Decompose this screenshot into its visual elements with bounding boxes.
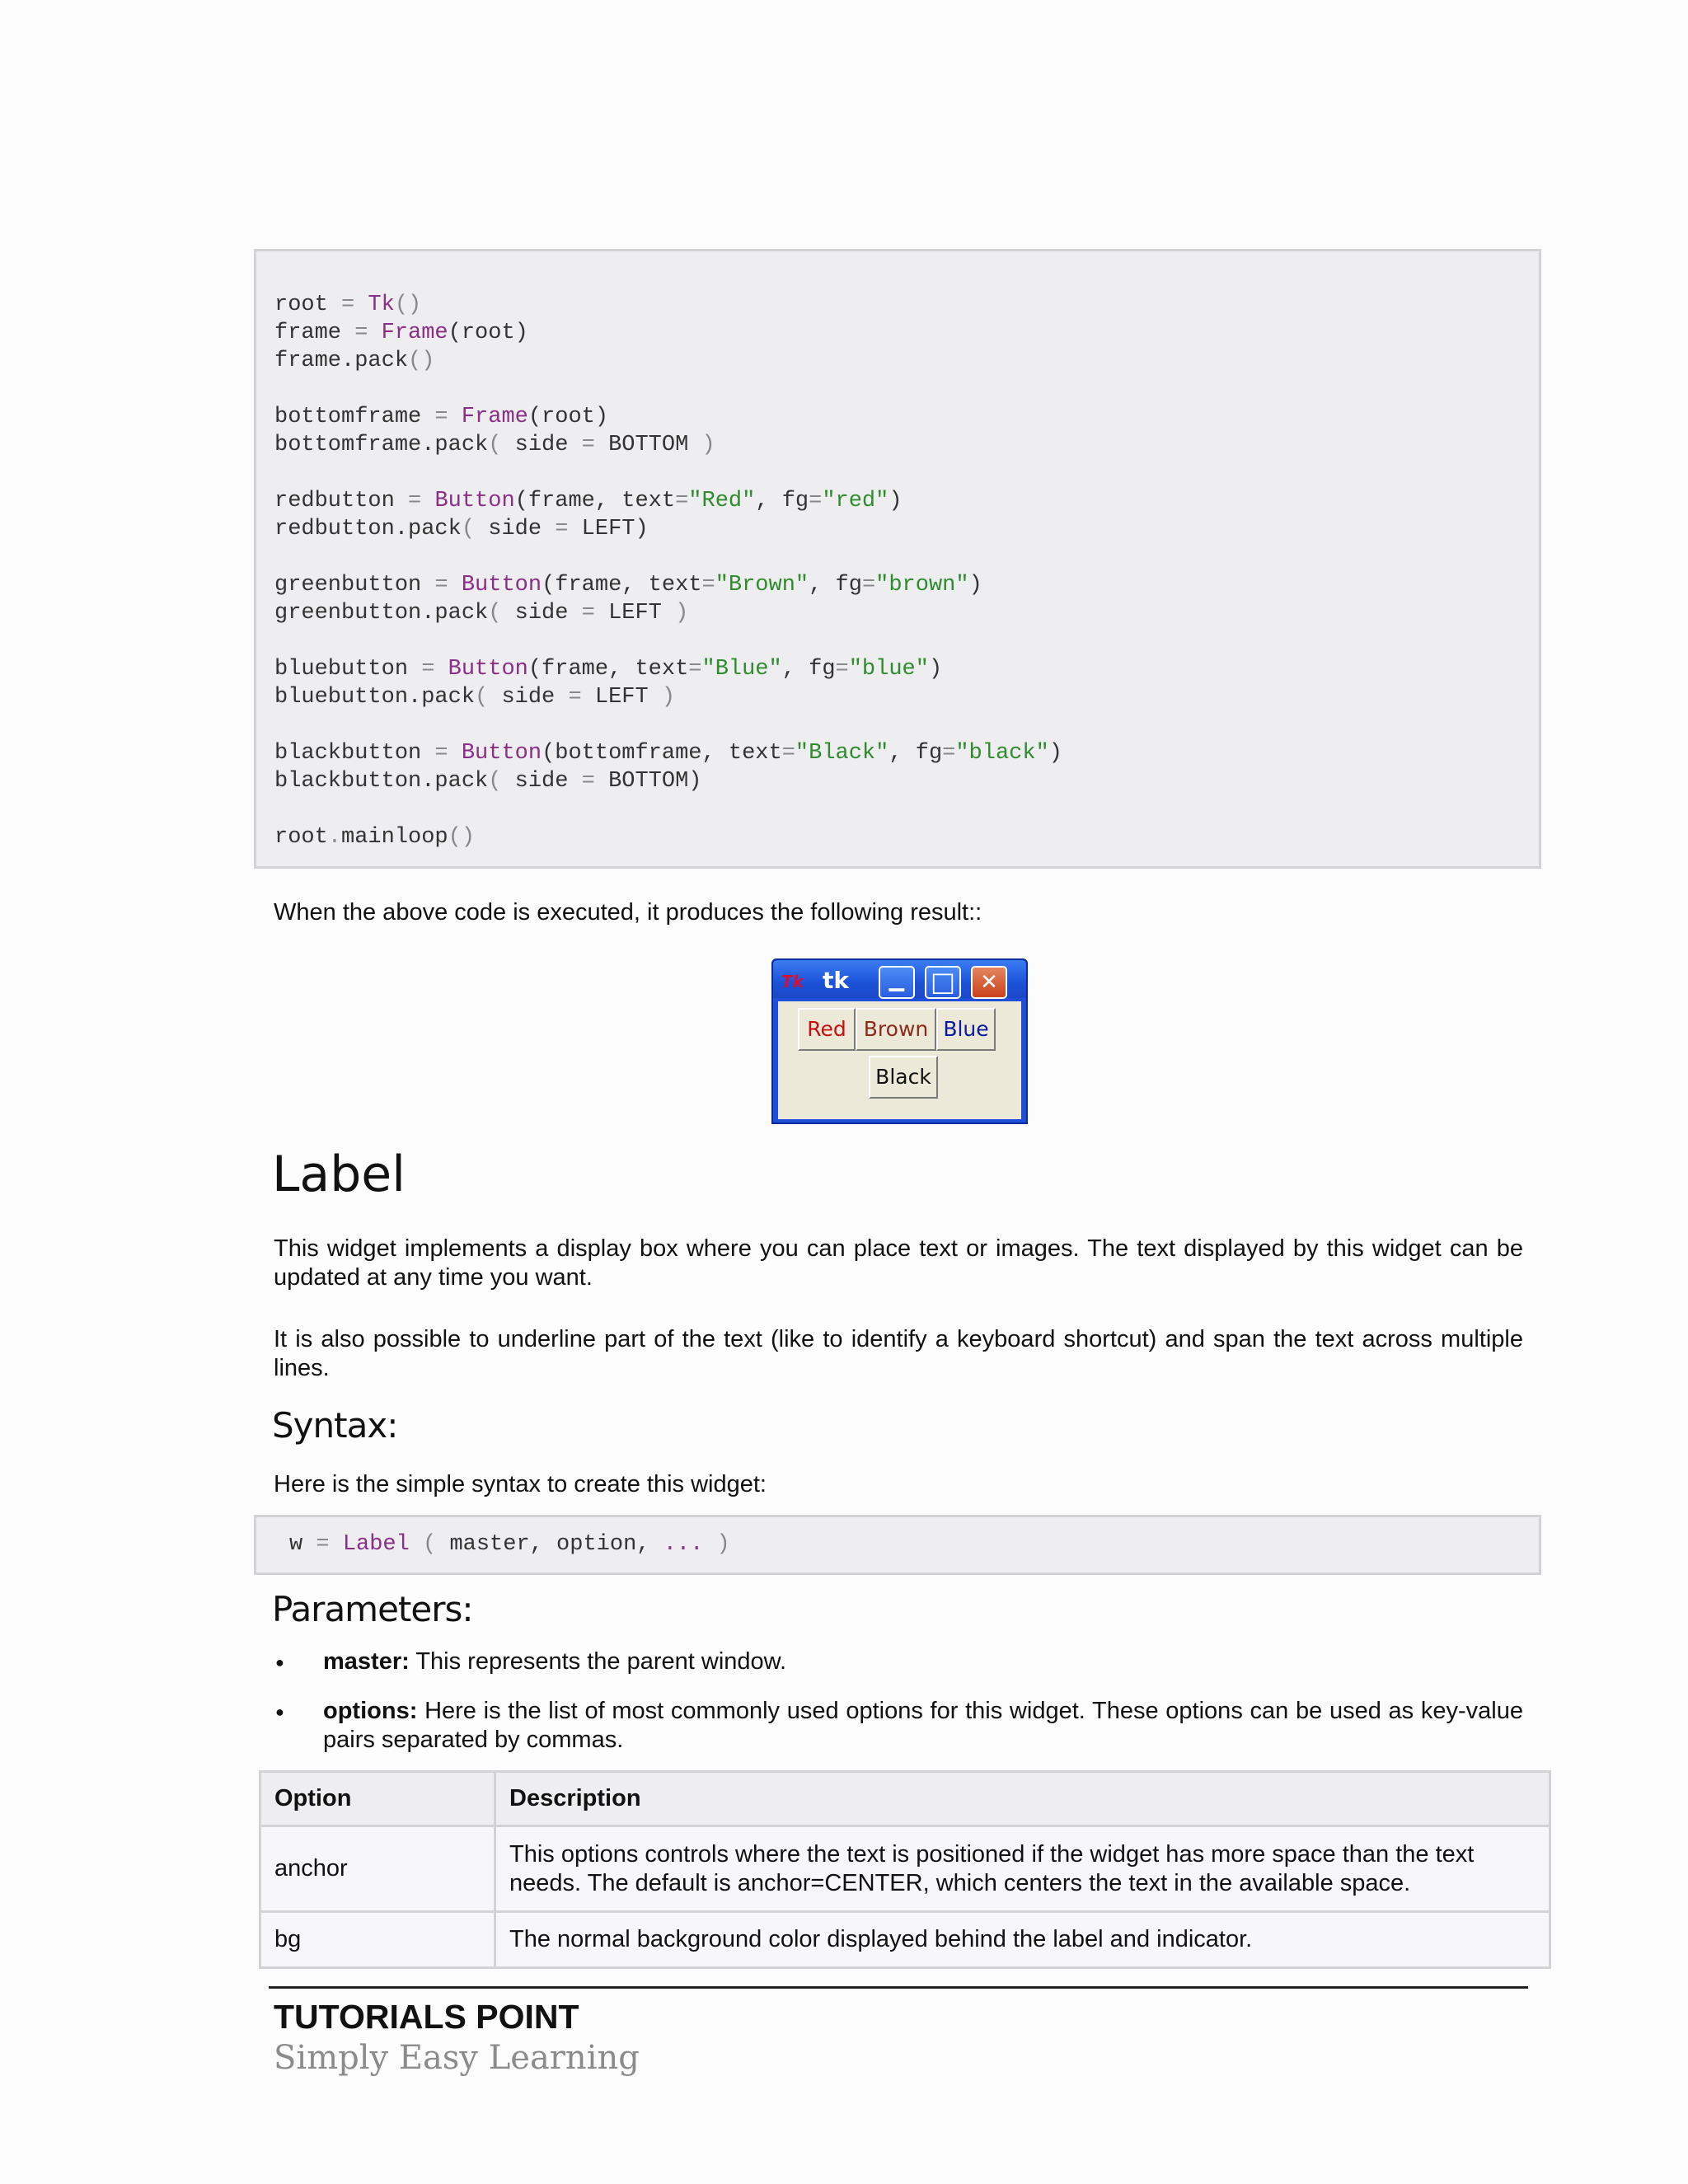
code-token: LEFT — [608, 601, 662, 626]
code-token: bluebutton.pack — [274, 685, 476, 710]
code-token: = — [568, 601, 609, 626]
code-token: , fg — [781, 657, 836, 682]
code-token: ) — [968, 573, 982, 598]
code-token: BOTTOM — [608, 433, 689, 457]
code-token: = — [341, 321, 382, 345]
code-lines — [274, 291, 1062, 851]
tk-window-title: tk — [823, 967, 850, 994]
option-description: The normal background color displayed behind the label and indicator. — [495, 1912, 1550, 1968]
code-token: Button — [448, 657, 528, 682]
black-button[interactable]: Black — [869, 1056, 938, 1099]
code-token: Frame — [381, 321, 448, 345]
code-token: = — [302, 1532, 343, 1557]
code-token: = — [421, 573, 462, 598]
code-line — [274, 403, 1062, 431]
option-name: bg — [260, 1912, 495, 1968]
code-token: redbutton — [274, 489, 395, 513]
code-token: side — [514, 433, 569, 457]
code-line — [274, 291, 1062, 319]
code-token: ( — [488, 601, 515, 626]
code-token: Button — [461, 573, 542, 598]
code-token: ( — [475, 685, 502, 710]
code-token: = — [394, 489, 435, 513]
code-line — [274, 375, 1062, 403]
code-token: "Brown" — [715, 573, 809, 598]
tk-window-screenshot — [771, 958, 1028, 1124]
code-token: = — [542, 517, 582, 541]
code-token: ) — [688, 433, 715, 457]
code-token: = — [809, 489, 823, 513]
code-token: ) — [889, 489, 903, 513]
code-token: = — [408, 657, 448, 682]
code-token: = — [942, 741, 956, 766]
code-line — [274, 655, 1062, 683]
code-line — [274, 627, 1062, 655]
code-token: "Red" — [688, 489, 756, 513]
red-button[interactable]: Red — [798, 1008, 856, 1051]
code-token: = — [675, 489, 689, 513]
section-heading-label: Label — [272, 1146, 406, 1203]
code-token: ) — [703, 1532, 730, 1557]
code-token: ) — [928, 657, 943, 682]
code-token: Button — [461, 741, 542, 766]
syntax-code-block — [254, 1515, 1541, 1575]
code-token: ( — [488, 433, 515, 457]
code-token: ) — [1048, 741, 1062, 766]
code-token: side — [501, 685, 556, 710]
bullet-icon: ● — [275, 1704, 284, 1720]
table-header-row — [260, 1772, 1550, 1826]
code-token: mainloop — [341, 825, 448, 850]
code-token: Label — [342, 1532, 410, 1557]
param-term: options: — [323, 1698, 418, 1724]
blue-button[interactable]: Blue — [936, 1008, 996, 1051]
code-token: (frame, text — [514, 489, 676, 513]
code-line — [274, 543, 1062, 571]
code-token: = — [421, 405, 462, 429]
code-line — [274, 711, 1062, 739]
code-token: bottomframe.pack — [274, 433, 489, 457]
tk-titlebar — [773, 960, 1026, 998]
param-options — [323, 1697, 1523, 1755]
code-token: "blue" — [848, 657, 929, 682]
code-token: = — [835, 657, 849, 682]
code-token: blackbutton — [274, 741, 422, 766]
option-name: anchor — [260, 1826, 495, 1912]
footer-tagline: Simply Easy Learning — [274, 2039, 640, 2077]
tk-window-body — [778, 1001, 1021, 1119]
code-line — [274, 571, 1062, 599]
code-line — [274, 823, 1062, 851]
code-line — [274, 319, 1062, 347]
code-token: "Black" — [795, 741, 889, 766]
parameters-heading: Parameters: — [272, 1589, 473, 1629]
code-line — [274, 683, 1062, 711]
code-token: (frame, text — [542, 573, 702, 598]
param-text: This represents the parent window. — [409, 1648, 787, 1675]
code-token: master, option, — [449, 1532, 663, 1557]
tk-app-icon: Tk — [781, 972, 804, 991]
code-token: , fg — [809, 573, 862, 598]
syntax-intro: Here is the simple syntax to create this widget: — [274, 1471, 767, 1497]
param-master — [323, 1647, 1523, 1676]
code-token: Frame — [461, 405, 528, 429]
code-token: bluebutton — [274, 657, 409, 682]
code-token: side — [514, 769, 569, 794]
code-token: Button — [434, 489, 515, 513]
syntax-code-line — [289, 1532, 730, 1557]
code-token: root — [274, 293, 328, 317]
code-token: "brown" — [875, 573, 969, 598]
code-token: = — [688, 657, 702, 682]
code-token: , fg — [755, 489, 809, 513]
minimize-icon[interactable]: ▁ — [879, 966, 915, 999]
code-token: (bottomframe, text — [542, 741, 782, 766]
param-term: master: — [323, 1648, 410, 1675]
code-token: greenbutton — [274, 573, 422, 598]
code-token: side — [488, 517, 542, 541]
table-row — [260, 1912, 1550, 1968]
code-token: ( — [409, 1532, 450, 1557]
code-token: = — [701, 573, 715, 598]
code-token: = — [327, 293, 368, 317]
code-token: (root) — [528, 405, 609, 429]
header-option: Option — [260, 1772, 495, 1826]
label-underline-note: It is also possible to underline part of the text (like to identify a keyboard shortcut) and span the text across multiple lines. — [274, 1326, 1523, 1381]
code-token: blackbutton.pack — [274, 769, 489, 794]
code-line — [274, 599, 1062, 627]
code-token: () — [448, 825, 476, 850]
code-token: BOTTOM) — [608, 769, 702, 794]
code-token: ) — [648, 685, 676, 710]
bullet-icon: ● — [275, 1654, 284, 1671]
code-line — [274, 487, 1062, 515]
param-text: Here is the list of most commonly used options for this widget. These options can be used as key-value pairs separated by commas. — [323, 1698, 1523, 1753]
code-line — [274, 515, 1062, 543]
code-token: (root) — [448, 321, 528, 345]
code-token: redbutton.pack — [274, 517, 462, 541]
code-token: . — [327, 825, 342, 850]
footer-divider — [269, 1986, 1528, 1989]
code-token: , fg — [889, 741, 943, 766]
code-line — [274, 739, 1062, 767]
code-token: = — [555, 685, 595, 710]
code-token: () — [394, 293, 422, 317]
code-token: "black" — [955, 741, 1049, 766]
code-token: ) — [661, 601, 689, 626]
code-token: LEFT) — [581, 517, 649, 541]
option-description: This options controls where the text is positioned if the widget has more space than the text needs. The default is anchor=CENTER, which centers the text in the available space. — [495, 1826, 1550, 1912]
code-token: frame.pack — [274, 349, 409, 373]
code-line — [274, 431, 1062, 459]
code-token: = — [781, 741, 795, 766]
code-line — [274, 459, 1062, 487]
close-icon[interactable]: ✕ — [971, 966, 1007, 999]
code-line — [274, 767, 1062, 795]
code-token: = — [421, 741, 462, 766]
table-row — [260, 1826, 1550, 1912]
code-token: = — [568, 433, 609, 457]
brown-button[interactable]: Brown — [856, 1008, 936, 1051]
code-token: frame — [274, 321, 342, 345]
result-intro: When the above code is executed, it produces the following result:: — [274, 899, 982, 926]
code-token: "red" — [822, 489, 889, 513]
code-token: "Blue" — [701, 657, 782, 682]
code-token: ( — [461, 517, 489, 541]
code-token: w — [289, 1532, 303, 1557]
options-table — [259, 1770, 1551, 1969]
code-token: () — [408, 349, 435, 373]
code-token: Tk — [368, 293, 395, 317]
code-line — [274, 347, 1062, 375]
code-block — [254, 249, 1541, 869]
code-token: (frame, text — [528, 657, 689, 682]
code-token: = — [861, 573, 876, 598]
code-token: bottomframe — [274, 405, 422, 429]
code-line — [274, 795, 1062, 823]
code-token: root — [274, 825, 328, 850]
code-token: = — [568, 769, 609, 794]
code-token: side — [514, 601, 569, 626]
code-token: LEFT — [594, 685, 649, 710]
code-token: greenbutton.pack — [274, 601, 489, 626]
maximize-icon[interactable]: □ — [925, 966, 961, 999]
footer-brand: TUTORIALS POINT — [274, 1998, 579, 2036]
label-description: This widget implements a display box where you can place text or images. The text displayed by this widget can be updated at any time you want. — [274, 1235, 1523, 1291]
code-token: ... — [663, 1532, 704, 1557]
header-description: Description — [495, 1772, 1550, 1826]
code-token: ( — [488, 769, 515, 794]
syntax-heading: Syntax: — [272, 1405, 398, 1446]
